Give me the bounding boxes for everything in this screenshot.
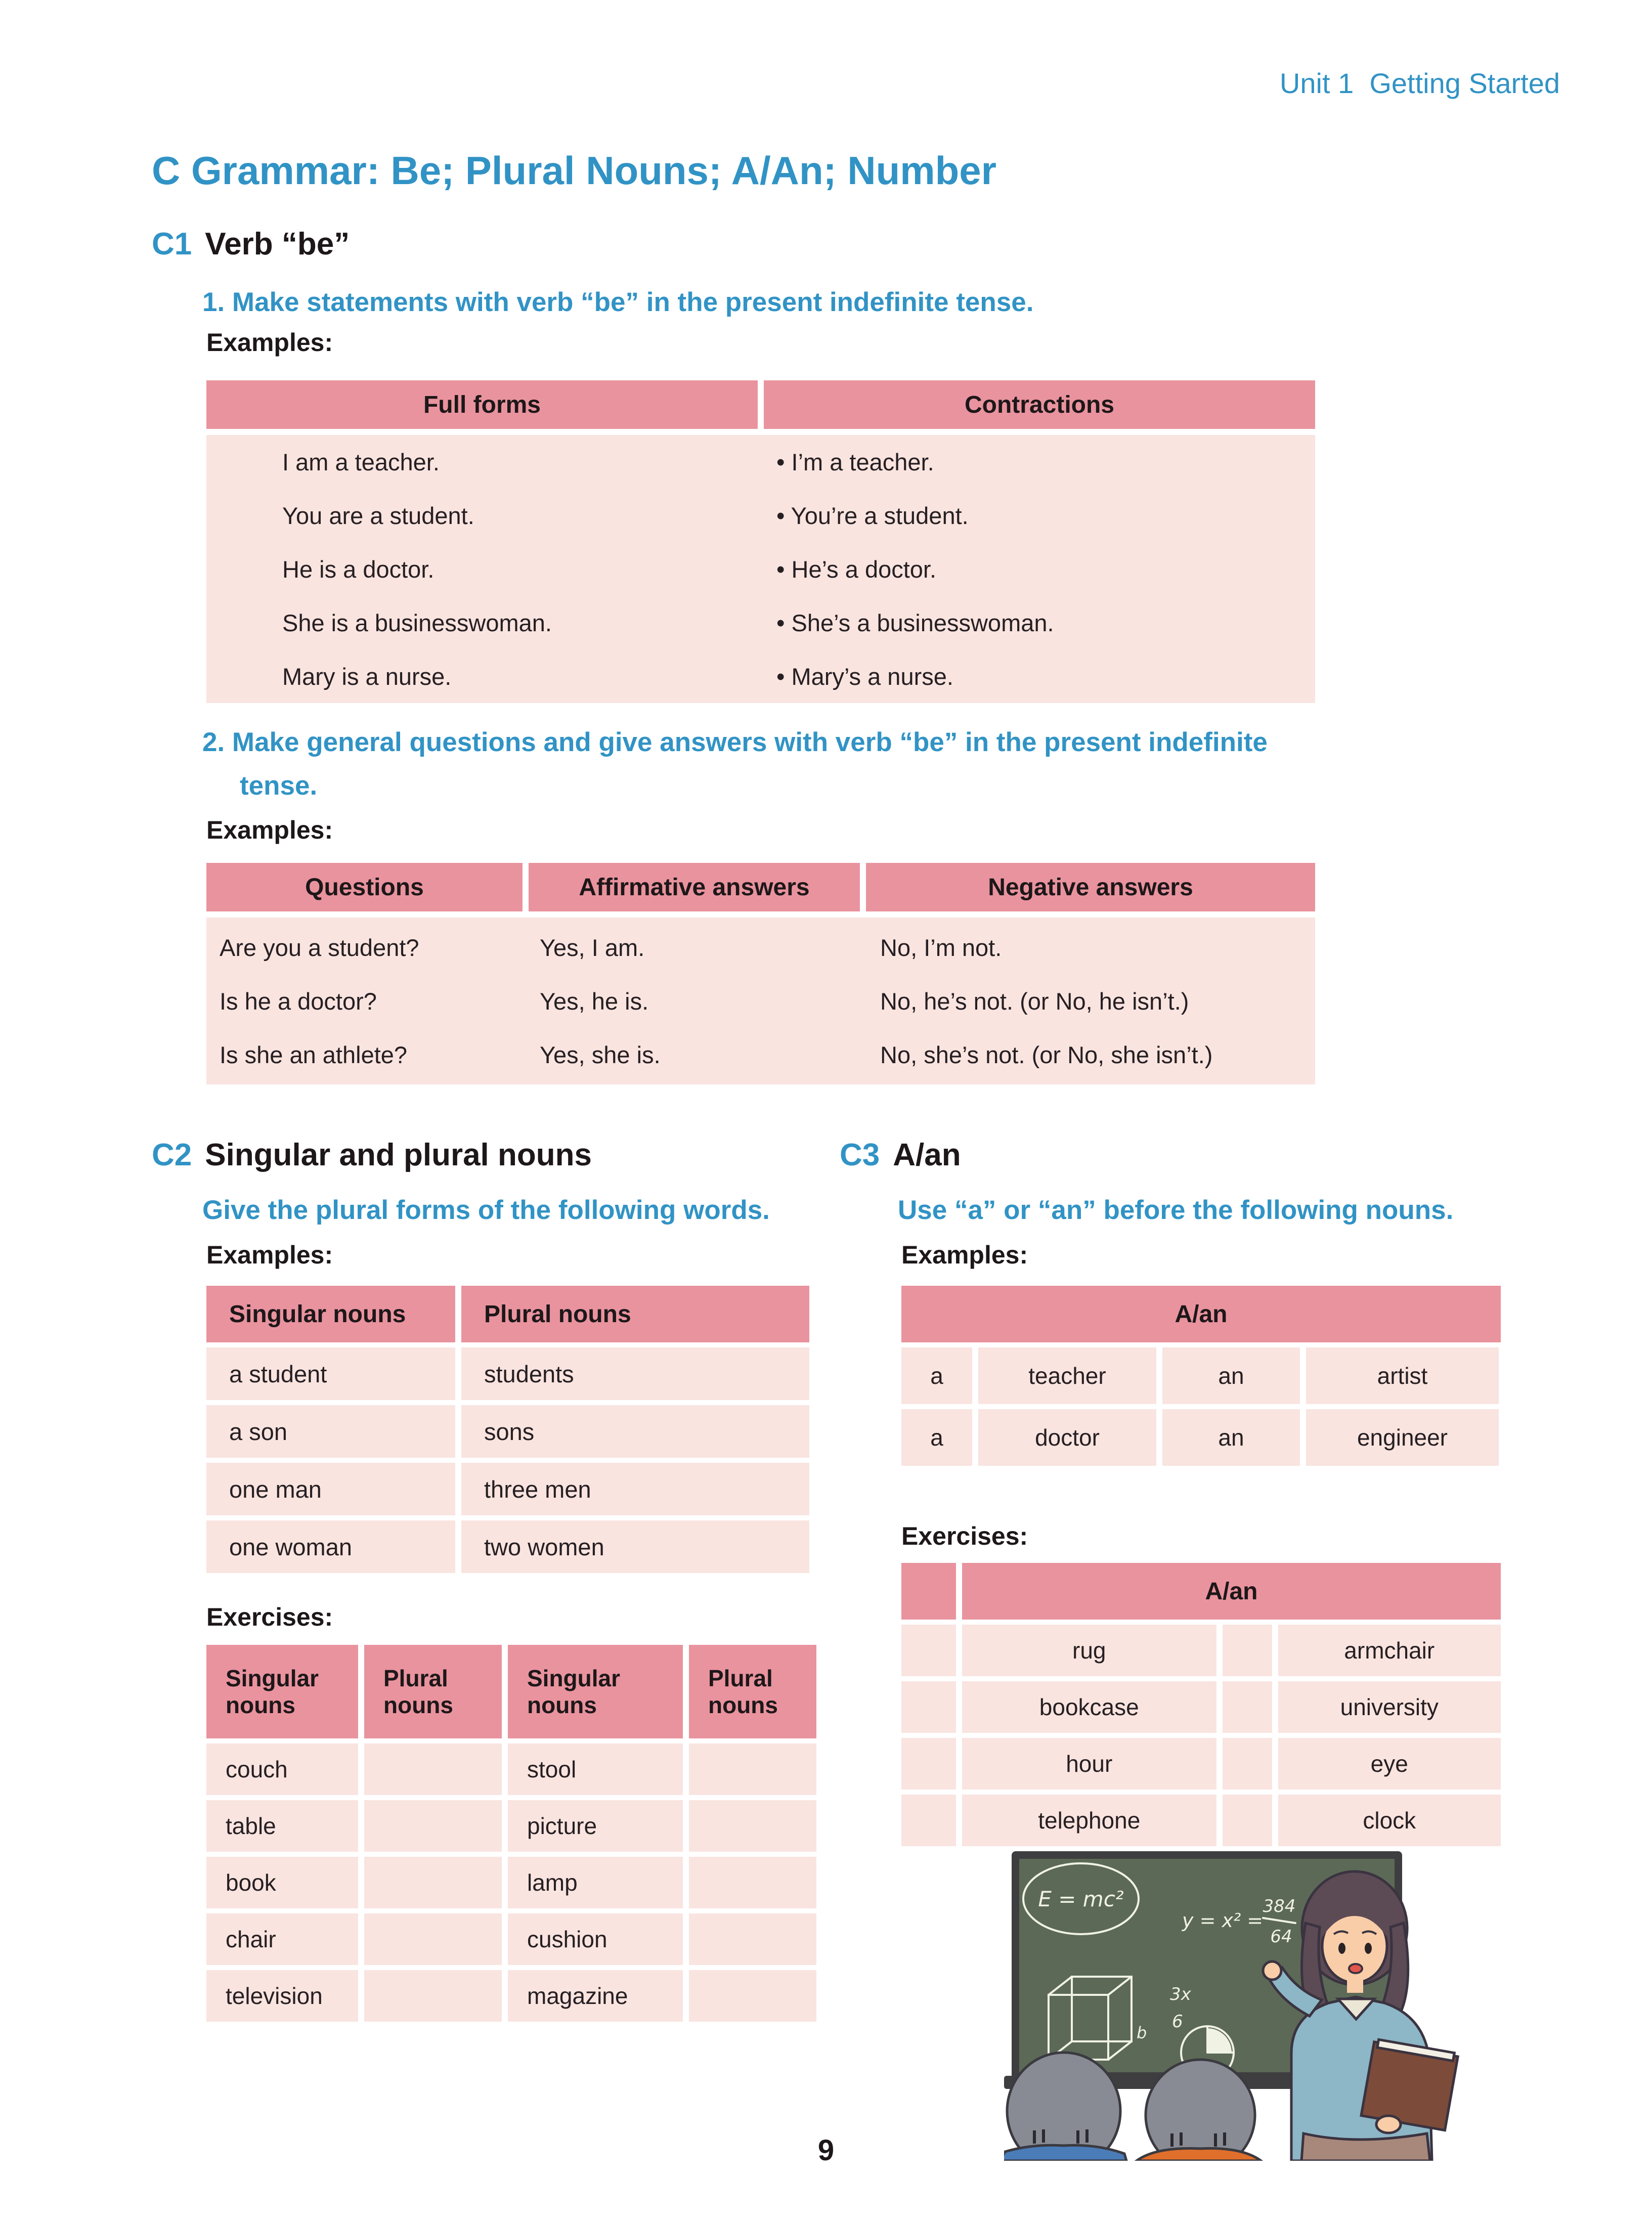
column-header: Negative answers bbox=[866, 863, 1315, 911]
column-header: Plural nouns bbox=[689, 1645, 816, 1738]
table-row bbox=[901, 1409, 1501, 1466]
table-cell: • I’m a teacher. bbox=[776, 448, 934, 475]
c2-instruction: Give the plural forms of the following words. bbox=[202, 1195, 770, 1225]
affirmative-column bbox=[529, 921, 866, 1081]
noun-cell: armchair bbox=[1278, 1625, 1501, 1676]
running-header: Unit 1 Getting Started bbox=[1279, 67, 1560, 99]
table-cell: sons bbox=[461, 1405, 809, 1458]
board-formula-y: y = x² = bbox=[1182, 1909, 1264, 1932]
column-header: Singular nouns bbox=[508, 1645, 683, 1738]
table-cell: Mary is a nurse. bbox=[282, 663, 452, 690]
table-cell: No, he’s not. (or No, he isn’t.) bbox=[880, 987, 1189, 1015]
article-cell: a bbox=[901, 1409, 972, 1466]
table-header-row bbox=[901, 1286, 1501, 1342]
column-header: Questions bbox=[206, 863, 523, 911]
classroom-illustration bbox=[1004, 1847, 1555, 2161]
table-cell: She is a businesswoman. bbox=[282, 609, 552, 636]
table-row bbox=[901, 1681, 1501, 1733]
table-cell: book bbox=[206, 1857, 358, 1908]
table-row bbox=[901, 1738, 1501, 1790]
table-row bbox=[901, 1795, 1501, 1846]
c3-instruction: Use “a” or “an” before the following nouns. bbox=[898, 1195, 1454, 1225]
section-c3-heading bbox=[840, 1137, 961, 1173]
answer-blank-cell[interactable] bbox=[689, 1857, 816, 1908]
column-header: Plural nouns bbox=[461, 1286, 809, 1342]
noun-cell: engineer bbox=[1306, 1409, 1499, 1466]
answer-blank-cell[interactable] bbox=[364, 1913, 502, 1965]
table-header-row bbox=[901, 1563, 1501, 1620]
table-cell: three men bbox=[461, 1463, 809, 1515]
answer-blank-cell[interactable] bbox=[364, 1743, 502, 1795]
section-c3-tag: C3 bbox=[840, 1138, 880, 1172]
table-row bbox=[206, 1463, 809, 1515]
table-cell: Yes, she is. bbox=[540, 1041, 661, 1068]
column-header: Plural nouns bbox=[364, 1645, 502, 1738]
section-c2-tag: C2 bbox=[152, 1138, 192, 1172]
page-number: 9 bbox=[817, 2134, 835, 2167]
table-body bbox=[206, 435, 1315, 703]
answer-blank-cell[interactable] bbox=[901, 1625, 956, 1676]
column-header: Affirmative answers bbox=[529, 863, 860, 911]
board-frac-numerator: 384 bbox=[1263, 1896, 1296, 1916]
table-cell: He is a doctor. bbox=[282, 555, 434, 583]
table-row bbox=[206, 1800, 830, 1852]
c1-instruction-2: 2. Make general questions and give answers with verb “be” in the present indefinite tense. bbox=[202, 727, 1268, 801]
cube-label-b: b bbox=[1137, 2023, 1147, 2042]
book bbox=[1361, 2039, 1458, 2130]
a-an-examples-table bbox=[901, 1286, 1501, 1466]
section-c1-tag: C1 bbox=[152, 227, 192, 261]
answer-blank-cell[interactable] bbox=[364, 1970, 502, 2022]
table-cell: a son bbox=[206, 1405, 455, 1458]
table-cell: • He’s a doctor. bbox=[776, 555, 937, 583]
contractions-column bbox=[764, 435, 1315, 703]
noun-cell: telephone bbox=[962, 1795, 1216, 1846]
board-frac-denominator: 64 bbox=[1270, 1927, 1292, 1947]
article-cell: an bbox=[1162, 1347, 1300, 1404]
answer-blank-cell[interactable] bbox=[901, 1681, 956, 1733]
examples-label: Examples: bbox=[206, 1241, 333, 1269]
noun-cell: eye bbox=[1278, 1738, 1501, 1790]
examples-label: Examples: bbox=[206, 816, 333, 844]
table-cell: Yes, he is. bbox=[540, 987, 649, 1015]
column-header: Singular nouns bbox=[206, 1286, 455, 1342]
section-c3-title: A/an bbox=[893, 1138, 961, 1172]
answer-blank-cell[interactable] bbox=[364, 1857, 502, 1908]
negative-column bbox=[866, 921, 1315, 1081]
table-cell: one man bbox=[206, 1463, 455, 1515]
table-row bbox=[206, 1857, 830, 1908]
examples-label: Examples: bbox=[901, 1241, 1028, 1269]
table-header-row bbox=[206, 380, 1315, 429]
table-cell: lamp bbox=[508, 1857, 683, 1908]
table-cell: magazine bbox=[508, 1970, 683, 2022]
noun-cell: artist bbox=[1306, 1347, 1499, 1404]
page-title: C Grammar: Be; Plural Nouns; A/An; Number bbox=[152, 148, 996, 193]
table-cell: a student bbox=[206, 1347, 455, 1400]
table-row bbox=[206, 1913, 830, 1965]
noun-cell: rug bbox=[962, 1625, 1216, 1676]
table-cell: television bbox=[206, 1970, 358, 2022]
column-header: A/an bbox=[901, 1286, 1501, 1342]
answer-blank-cell[interactable] bbox=[689, 1743, 816, 1795]
exercises-label: Exercises: bbox=[206, 1603, 333, 1631]
table-cell: picture bbox=[508, 1800, 683, 1852]
table-row bbox=[901, 1625, 1501, 1676]
board-label-3x: 3x bbox=[1170, 1984, 1191, 2004]
table-header-row bbox=[206, 863, 1315, 911]
answer-blank-cell[interactable] bbox=[901, 1738, 956, 1790]
noun-cell: teacher bbox=[978, 1347, 1156, 1404]
board-formula-emc2: E = mc² bbox=[1038, 1887, 1124, 1911]
table-cell: Is she an athlete? bbox=[220, 1041, 408, 1068]
answer-blank-cell[interactable] bbox=[1223, 1738, 1272, 1790]
answer-blank-cell[interactable] bbox=[1223, 1795, 1272, 1846]
answer-blank-cell[interactable] bbox=[689, 1970, 816, 2022]
noun-cell: bookcase bbox=[962, 1681, 1216, 1733]
table-row bbox=[206, 1405, 809, 1458]
table-row bbox=[206, 1347, 809, 1400]
table-cell: couch bbox=[206, 1743, 358, 1795]
table-cell: students bbox=[461, 1347, 809, 1400]
section-c1-heading bbox=[152, 226, 350, 262]
answer-blank-cell[interactable] bbox=[1223, 1681, 1272, 1733]
table-cell: I am a teacher. bbox=[282, 448, 440, 475]
noun-cell: hour bbox=[962, 1738, 1216, 1790]
table-cell: cushion bbox=[508, 1913, 683, 1965]
table-header-row bbox=[206, 1286, 809, 1342]
exercises-label: Exercises: bbox=[901, 1522, 1028, 1550]
answer-blank-cell[interactable] bbox=[901, 1795, 956, 1846]
table-cell: Is he a doctor? bbox=[220, 987, 377, 1015]
blank-header-cell bbox=[901, 1563, 956, 1620]
section-c2-heading bbox=[152, 1137, 592, 1173]
table-row bbox=[206, 1970, 830, 2022]
column-header: Singular nouns bbox=[206, 1645, 358, 1738]
questions-column bbox=[206, 921, 529, 1081]
column-header: Contractions bbox=[764, 380, 1315, 429]
noun-cell: doctor bbox=[978, 1409, 1156, 1466]
full-forms-column bbox=[206, 435, 764, 703]
table-body bbox=[206, 918, 1315, 1084]
section-c2-title: Singular and plural nouns bbox=[205, 1138, 592, 1172]
table-cell: No, I’m not. bbox=[880, 934, 1002, 961]
a-an-exercises-table bbox=[901, 1563, 1501, 1846]
table-cell: two women bbox=[461, 1520, 809, 1573]
table-row bbox=[206, 1520, 809, 1573]
article-cell: a bbox=[901, 1347, 972, 1404]
article-cell: an bbox=[1162, 1409, 1300, 1466]
answer-blank-cell[interactable] bbox=[1223, 1625, 1272, 1676]
answer-blank-cell[interactable] bbox=[689, 1913, 816, 1965]
full-forms-contractions-table bbox=[206, 380, 1315, 703]
examples-label: Examples: bbox=[206, 328, 333, 357]
column-header: A/an bbox=[962, 1563, 1501, 1620]
section-c1-title: Verb “be” bbox=[205, 227, 350, 261]
singular-plural-exercises-table bbox=[206, 1645, 830, 2022]
table-cell: table bbox=[206, 1800, 358, 1852]
table-cell: You are a student. bbox=[282, 502, 474, 529]
table-cell: Yes, I am. bbox=[540, 934, 645, 961]
table-header-row bbox=[206, 1645, 830, 1738]
table-cell: chair bbox=[206, 1913, 358, 1965]
c1-instruction-1: 1. Make statements with verb “be” in the present indefinite tense. bbox=[202, 287, 1034, 317]
answer-blank-cell[interactable] bbox=[364, 1800, 502, 1852]
board-label-6: 6 bbox=[1172, 2012, 1183, 2032]
noun-cell: clock bbox=[1278, 1795, 1501, 1846]
noun-cell: university bbox=[1278, 1681, 1501, 1733]
questions-answers-table bbox=[206, 863, 1315, 1084]
table-cell: stool bbox=[508, 1743, 683, 1795]
table-row bbox=[901, 1347, 1501, 1404]
answer-blank-cell[interactable] bbox=[689, 1800, 816, 1852]
table-cell: No, she’s not. (or No, she isn’t.) bbox=[880, 1041, 1213, 1068]
column-header: Full forms bbox=[206, 380, 758, 429]
singular-plural-examples-table bbox=[206, 1286, 809, 1573]
table-cell: Are you a student? bbox=[220, 934, 419, 961]
table-cell: • She’s a businesswoman. bbox=[776, 609, 1054, 636]
table-cell: • Mary’s a nurse. bbox=[776, 663, 953, 690]
table-row bbox=[206, 1743, 830, 1795]
table-cell: • You’re a student. bbox=[776, 502, 969, 529]
table-cell: one woman bbox=[206, 1520, 455, 1573]
